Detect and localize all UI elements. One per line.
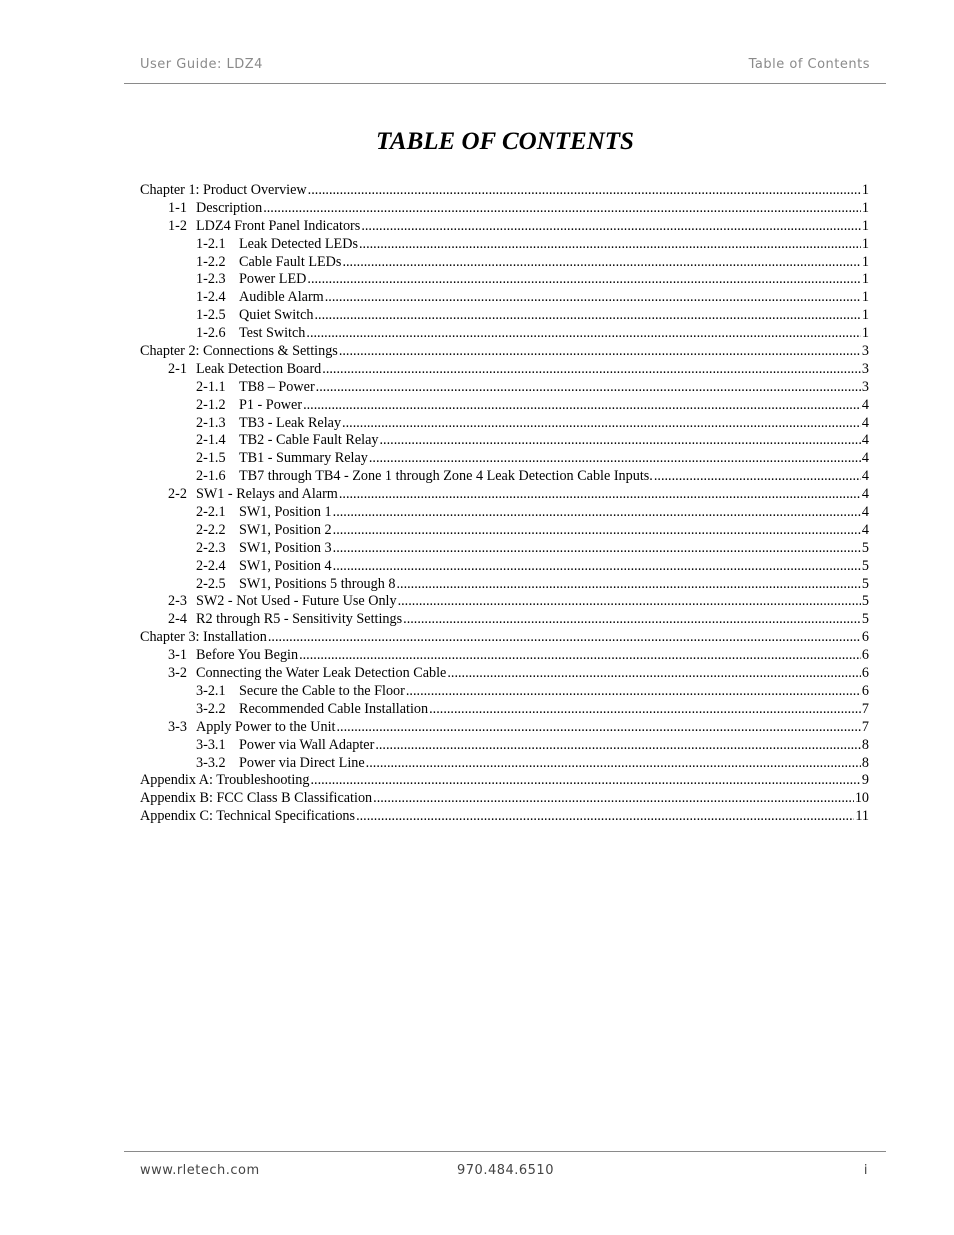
- toc-entry[interactable]: [140, 719, 869, 737]
- page-header: [124, 57, 886, 84]
- toc-dot-leader: [314, 307, 860, 325]
- header-section-title: Table of Contents: [748, 57, 870, 72]
- toc-entry-page: 1: [861, 182, 869, 198]
- toc-entry-label: Leak Detected LEDs: [239, 235, 358, 252]
- toc-entry[interactable]: [140, 271, 869, 289]
- toc-dot-leader: [359, 236, 861, 254]
- toc-entry[interactable]: [140, 432, 869, 450]
- toc-entry-label: Connecting the Water Leak Detection Cable: [196, 665, 447, 682]
- toc-dot-leader: [337, 719, 861, 737]
- toc-entry-number: 1-2.5: [196, 307, 226, 324]
- toc-entry-label: Power via Direct Line: [239, 754, 365, 771]
- toc-entry-page: 1: [861, 289, 869, 306]
- toc-entry[interactable]: [140, 182, 869, 200]
- toc-dot-leader: [299, 647, 861, 665]
- toc-dot-leader: [339, 343, 861, 361]
- footer-phone: 970.484.6510: [457, 1163, 554, 1178]
- toc-entry[interactable]: [140, 218, 869, 236]
- toc-entry-number: 3-2: [168, 665, 187, 682]
- toc-entry-number: 2-2.2: [196, 521, 226, 538]
- toc-entry-page: 7: [861, 718, 869, 735]
- toc-entry[interactable]: [140, 236, 869, 254]
- toc-entry-label: Chapter 1: Product Overview: [140, 182, 307, 198]
- toc-entry-page: 5: [861, 593, 869, 610]
- toc-entry-label: SW1, Positions 5 through 8: [239, 575, 396, 592]
- toc-entry-number: 2-1.5: [196, 450, 226, 467]
- toc-entry-label: Quiet Switch: [239, 307, 314, 324]
- toc-dot-leader: [398, 593, 861, 611]
- toc-entry-label: SW1, Position 3: [239, 539, 332, 556]
- toc-entry-label: Before You Begin: [196, 647, 299, 664]
- toc-entry-label: P1 - Power: [239, 396, 303, 413]
- toc-entry-label: Audible Alarm: [239, 289, 324, 306]
- toc-entry-page: 6: [861, 682, 869, 699]
- toc-entry-number: 2-1.6: [196, 468, 226, 485]
- toc-entry-number: 3-2.2: [196, 700, 226, 717]
- toc-dot-leader: [447, 665, 861, 683]
- toc-entry-label: SW2 - Not Used - Future Use Only: [196, 593, 397, 610]
- toc-entry[interactable]: [140, 629, 869, 647]
- toc-entry-number: 3-2.1: [196, 682, 226, 699]
- toc-entry-page: 1: [861, 235, 869, 252]
- toc-entry-label: Description: [196, 199, 263, 216]
- toc-entry[interactable]: [140, 558, 869, 576]
- toc-dot-leader: [322, 361, 861, 379]
- toc-entry-page: 1: [861, 325, 869, 342]
- toc-entry-number: 2-3: [168, 593, 187, 610]
- toc-entry[interactable]: [140, 576, 869, 594]
- toc-entry[interactable]: [140, 254, 869, 272]
- toc-entry-page: 11: [855, 808, 869, 825]
- toc-entry-number: 1-2.3: [196, 271, 226, 288]
- toc-entry-number: 2-1.3: [196, 414, 226, 431]
- page-title: TABLE OF CONTENTS: [376, 128, 634, 155]
- toc-entry[interactable]: [140, 343, 869, 361]
- toc-entry-page: 4: [861, 414, 869, 431]
- toc-entry-number: 3-3.2: [196, 754, 226, 771]
- toc-entry-page: 3: [861, 360, 869, 377]
- toc-entry[interactable]: [140, 755, 869, 773]
- page-footer: [124, 1151, 886, 1178]
- toc-dot-leader: [375, 737, 861, 755]
- toc-entry[interactable]: [140, 540, 869, 558]
- toc-dot-leader: [263, 200, 861, 218]
- toc-entry[interactable]: [140, 415, 869, 433]
- toc-entry-page: 3: [861, 378, 869, 395]
- toc-entry-page: 4: [861, 432, 869, 449]
- toc-entry-page: 7: [861, 700, 869, 717]
- toc-entry[interactable]: [140, 683, 869, 701]
- toc-entry-label: TB8 – Power: [239, 378, 315, 395]
- toc-entry-number: 2-1.1: [196, 378, 226, 395]
- toc-dot-leader: [325, 289, 861, 307]
- toc-entry-number: 1-2.6: [196, 325, 226, 342]
- toc-entry-label: R2 through R5 - Sensitivity Settings: [196, 611, 403, 628]
- toc-entry-page: 1: [861, 253, 869, 270]
- toc-dot-leader: [429, 701, 861, 719]
- toc-entry-label: TB2 - Cable Fault Relay: [239, 432, 379, 449]
- toc-entry[interactable]: [140, 450, 869, 468]
- toc-dot-leader: [333, 504, 861, 522]
- toc-dot-leader: [361, 218, 861, 236]
- toc-entry-label: LDZ4 Front Panel Indicators: [196, 217, 361, 234]
- toc-entry-number: 1-2.2: [196, 253, 226, 270]
- toc-entry-label: TB7 through TB4 - Zone 1 through Zone 4 Leak Detection Cable Inputs.: [239, 468, 653, 485]
- footer-page-number: i: [863, 1163, 868, 1178]
- toc-entry-number: 2-1.2: [196, 396, 226, 413]
- toc-entry[interactable]: [140, 737, 869, 755]
- toc-entry[interactable]: [140, 307, 869, 325]
- toc-dot-leader: [306, 325, 861, 343]
- toc-dot-leader: [406, 683, 861, 701]
- toc-dot-leader: [356, 808, 854, 826]
- toc-dot-leader: [339, 486, 861, 504]
- toc-entry[interactable]: [140, 808, 869, 826]
- toc-entry[interactable]: [140, 701, 869, 719]
- toc-entry-page: 4: [861, 504, 869, 521]
- toc-entry-label: Apply Power to the Unit: [196, 718, 336, 735]
- toc-dot-leader: [333, 558, 861, 576]
- toc-entry-label: Chapter 2: Connections & Settings: [140, 343, 338, 360]
- toc-dot-leader: [333, 540, 861, 558]
- table-of-contents: [140, 182, 869, 826]
- toc-entry[interactable]: [140, 379, 869, 397]
- toc-dot-leader: [307, 271, 861, 289]
- toc-entry-label: SW1, Position 2: [239, 521, 332, 538]
- toc-entry-page: 5: [861, 575, 869, 592]
- toc-dot-leader: [403, 611, 861, 629]
- toc-dot-leader: [342, 415, 861, 433]
- toc-entry-label: SW1 - Relays and Alarm: [196, 486, 338, 503]
- toc-entry-label: Power via Wall Adapter: [239, 736, 375, 753]
- toc-entry-page: 4: [861, 468, 869, 485]
- toc-entry-page: 1: [861, 217, 869, 234]
- toc-entry[interactable]: [140, 611, 869, 629]
- toc-entry-page: 5: [861, 611, 869, 628]
- toc-entry[interactable]: [140, 325, 869, 343]
- toc-entry-number: 1-1: [168, 199, 187, 216]
- toc-entry-page: 8: [861, 736, 869, 753]
- toc-entry[interactable]: [140, 522, 869, 540]
- toc-entry-number: 2-2.4: [196, 557, 226, 574]
- toc-dot-leader: [333, 522, 861, 540]
- toc-dot-leader: [373, 790, 854, 808]
- toc-entry-label: Power LED: [239, 271, 307, 288]
- toc-entry-label: Recommended Cable Installation: [239, 700, 429, 717]
- toc-entry-label: Chapter 3: Installation: [140, 629, 267, 646]
- toc-entry[interactable]: [140, 665, 869, 683]
- toc-entry-number: 2-2.1: [196, 504, 226, 521]
- toc-entry-label: Appendix B: FCC Class B Classification: [140, 790, 373, 807]
- toc-entry-page: 6: [861, 665, 869, 682]
- toc-entry-page: 1: [861, 271, 869, 288]
- toc-entry-number: 2-2.3: [196, 539, 226, 556]
- toc-dot-leader: [342, 254, 860, 272]
- toc-entry[interactable]: [140, 397, 869, 415]
- toc-entry[interactable]: [140, 486, 869, 504]
- toc-entry-number: 3-3: [168, 718, 187, 735]
- toc-entry-label: Test Switch: [239, 325, 306, 342]
- toc-entry-number: 1-2.1: [196, 235, 226, 252]
- toc-entry-page: 1: [861, 307, 869, 324]
- toc-entry-page: 5: [861, 539, 869, 556]
- toc-entry-number: 3-3.1: [196, 736, 226, 753]
- toc-entry-page: 6: [861, 629, 869, 646]
- toc-entry[interactable]: [140, 504, 869, 522]
- toc-entry-number: 3-1: [168, 647, 187, 664]
- header-doc-title: User Guide: LDZ4: [140, 57, 263, 72]
- toc-entry[interactable]: [140, 772, 869, 790]
- footer-website: www.rletech.com: [140, 1163, 260, 1178]
- toc-entry-label: Cable Fault LEDs: [239, 253, 342, 270]
- toc-entry[interactable]: [140, 289, 869, 307]
- toc-dot-leader: [268, 629, 861, 647]
- toc-entry-label: Appendix C: Technical Specifications: [140, 808, 356, 825]
- toc-entry[interactable]: [140, 647, 869, 665]
- toc-entry[interactable]: [140, 200, 869, 218]
- toc-entry-page: 4: [861, 486, 869, 503]
- toc-entry[interactable]: [140, 593, 869, 611]
- toc-dot-leader: [308, 182, 861, 200]
- toc-dot-leader: [303, 397, 861, 415]
- toc-entry-page: 1: [861, 199, 869, 216]
- toc-dot-leader: [369, 450, 861, 468]
- toc-entry-label: Secure the Cable to the Floor: [239, 682, 405, 699]
- toc-entry-label: Leak Detection Board: [196, 360, 322, 377]
- toc-entry-label: TB1 - Summary Relay: [239, 450, 368, 467]
- toc-entry-label: TB3 - Leak Relay: [239, 414, 342, 431]
- toc-entry-label: SW1, Position 1: [239, 504, 332, 521]
- toc-entry-page: 4: [861, 396, 869, 413]
- toc-dot-leader: [654, 468, 861, 486]
- toc-entry-label: SW1, Position 4: [239, 557, 332, 574]
- toc-dot-leader: [310, 772, 860, 790]
- toc-entry-page: 10: [854, 790, 869, 807]
- toc-dot-leader: [380, 432, 861, 450]
- toc-entry-page: 6: [861, 647, 869, 664]
- toc-entry-page: 4: [861, 521, 869, 538]
- toc-dot-leader: [366, 755, 861, 773]
- toc-entry-page: 5: [861, 557, 869, 574]
- toc-entry-number: 2-1: [168, 360, 187, 377]
- toc-entry-page: 9: [861, 772, 869, 789]
- toc-entry-number: 1-2.4: [196, 289, 226, 306]
- toc-entry-number: 1-2: [168, 217, 187, 234]
- toc-entry[interactable]: [140, 468, 869, 486]
- toc-entry-number: 2-2.5: [196, 575, 226, 592]
- toc-entry[interactable]: [140, 790, 869, 808]
- toc-dot-leader: [316, 379, 861, 397]
- toc-entry[interactable]: [140, 361, 869, 379]
- toc-entry-page: 3: [861, 343, 869, 360]
- toc-entry-number: 2-1.4: [196, 432, 226, 449]
- toc-dot-leader: [396, 576, 860, 594]
- toc-entry-page: 8: [861, 754, 869, 771]
- toc-entry-number: 2-2: [168, 486, 187, 503]
- toc-entry-page: 4: [861, 450, 869, 467]
- toc-entry-number: 2-4: [168, 611, 187, 628]
- toc-entry-label: Appendix A: Troubleshooting: [140, 772, 310, 789]
